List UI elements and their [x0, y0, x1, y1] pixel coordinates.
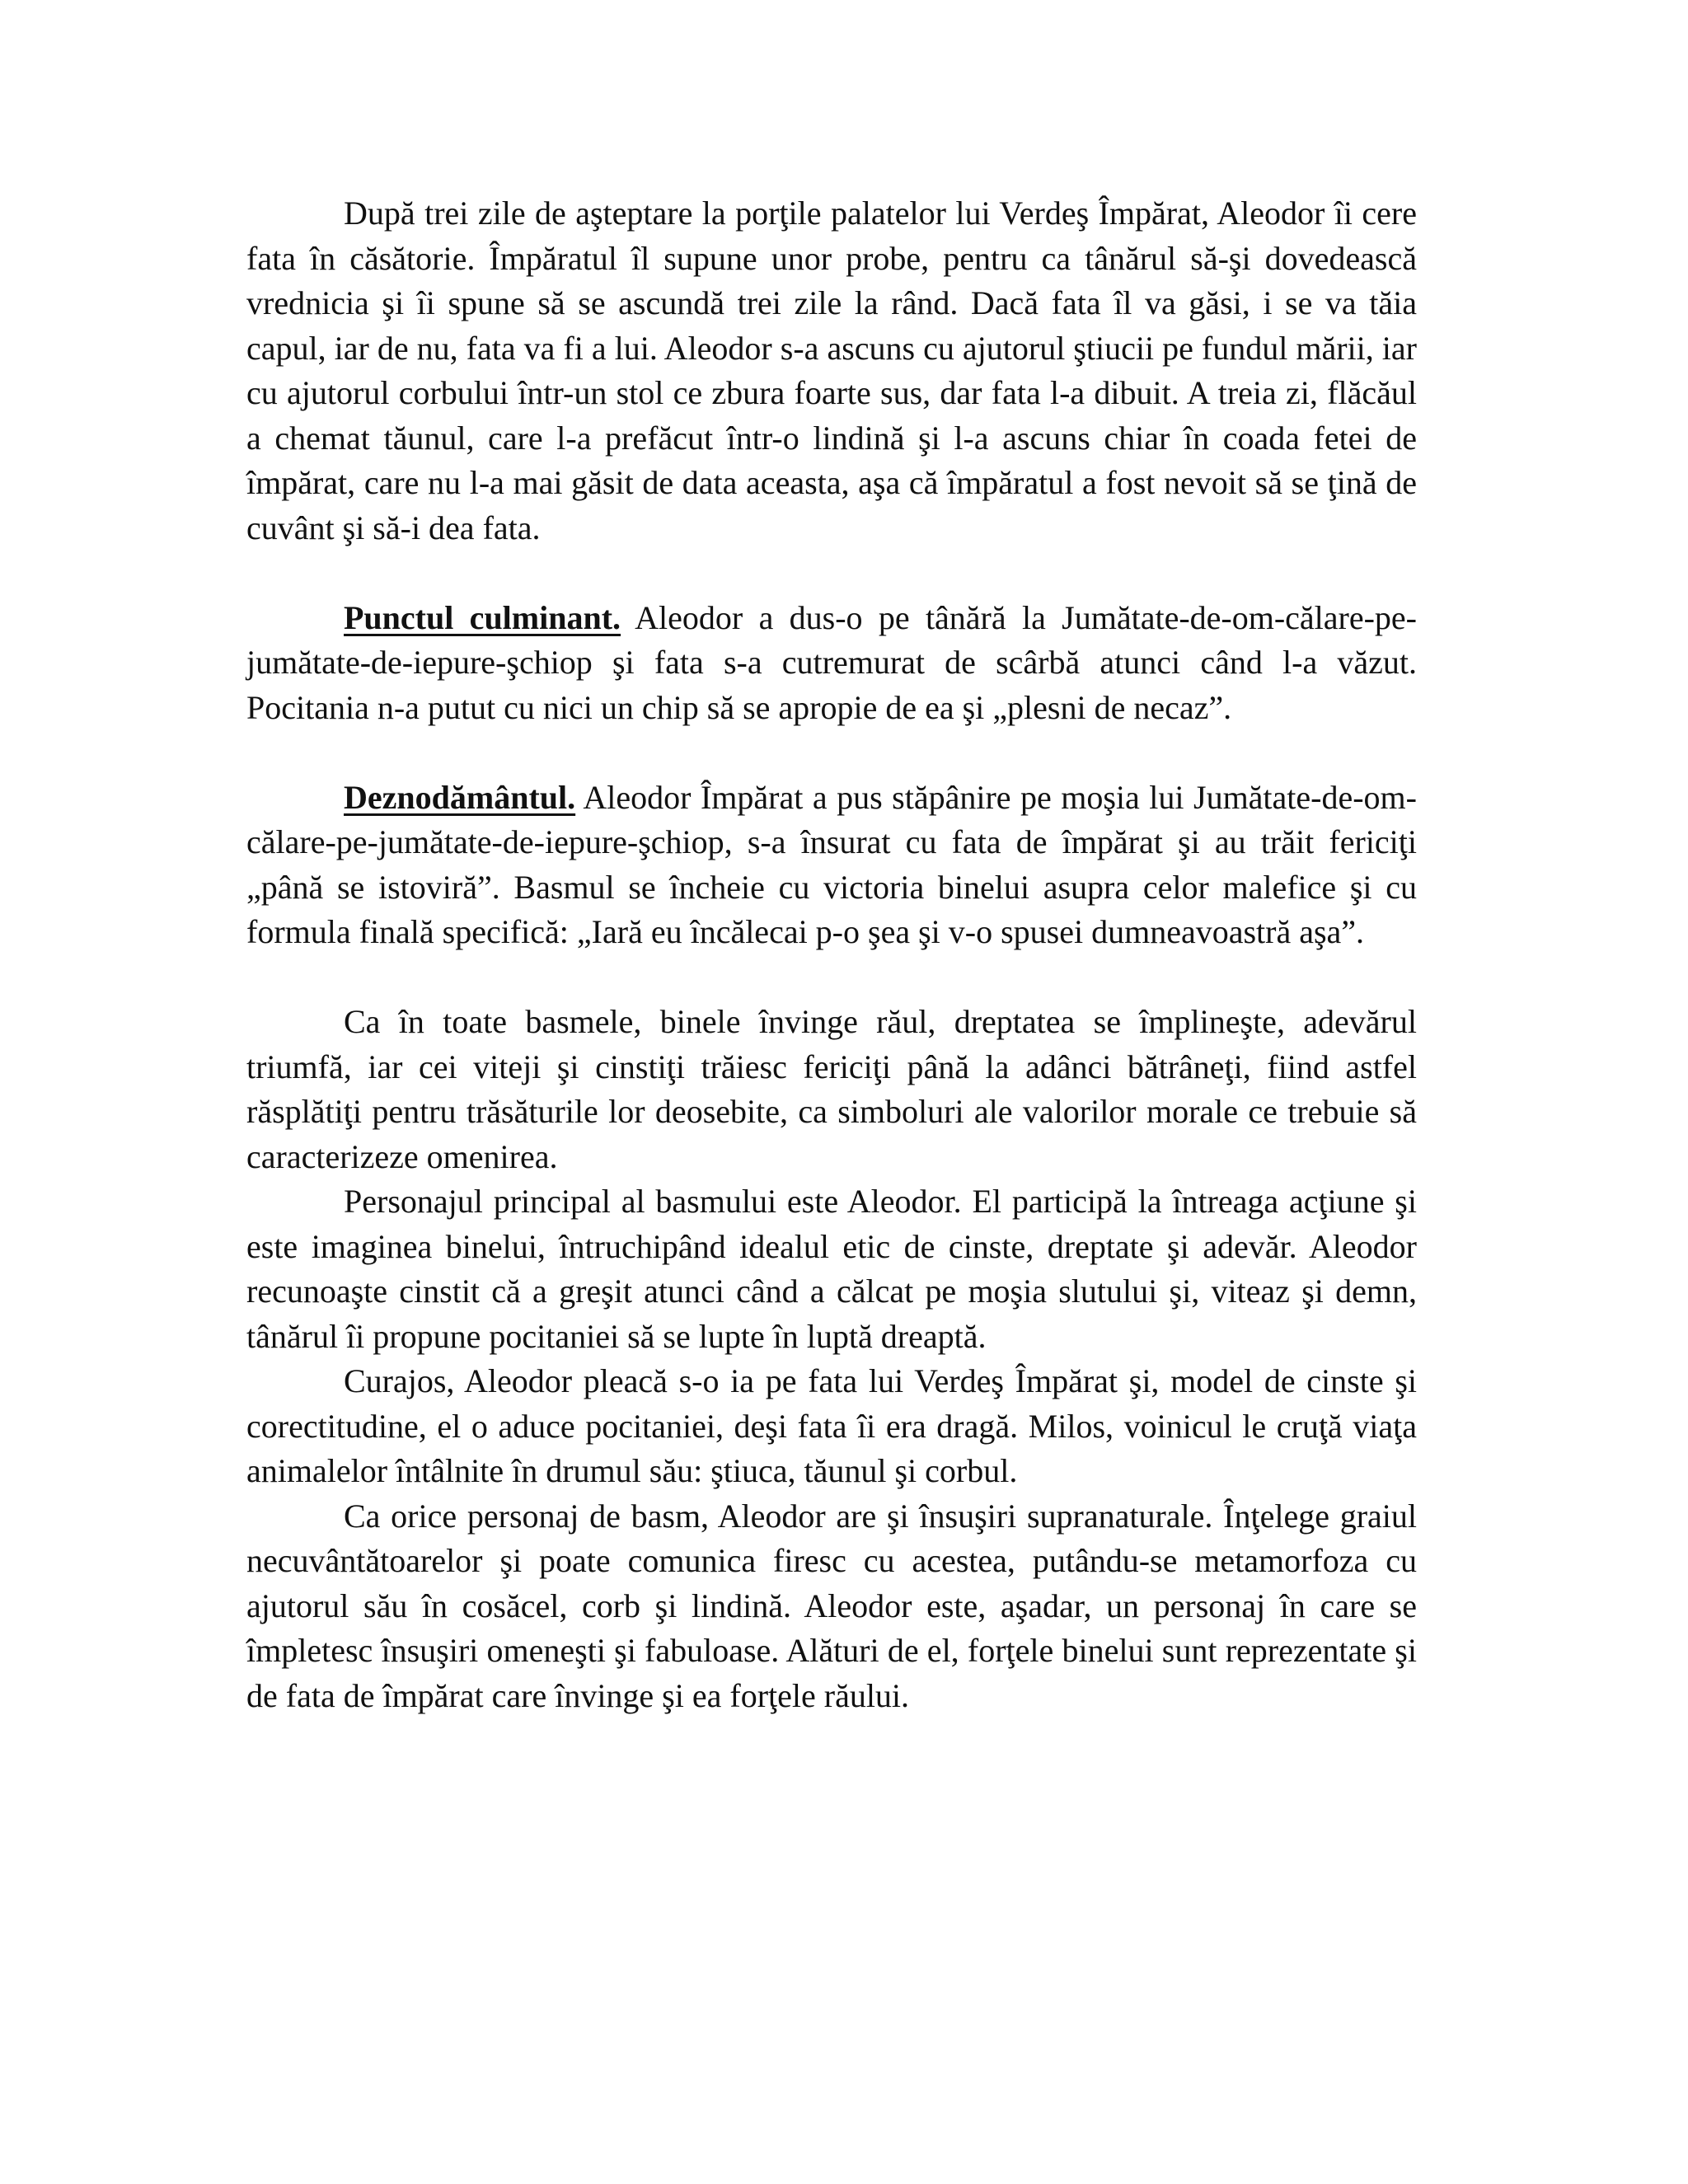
paragraph-supernatural: Ca orice personaj de basm, Aleodor are şi însuşiri supranaturale. Înţelege graiul necuvântătoarelor şi poate comunica firesc cu acestea, putându-se metamorfoza cu ajutorul său în cosăcel, corb şi lindină. Aleodor este, aşadar, un personaj în care se împletesc însuşiri omeneşti şi fabuloase. Alături de el, forţele binelui sunt reprezentate şi de fata de împărat care învinge şi ea forţele răului.	[246, 1497, 1417, 1714]
paragraph-courage: Curajos, Aleodor pleacă s-o ia pe fata lui Verdeş Împărat şi, model de cinste şi corectitudine, el o aduce pocitaniei, deşi fata îi era dragă. Milos, voinicul le cruţă viaţa animalelor întâlnite în drumul său: ştiuca, tăunul şi corbul.	[246, 1362, 1417, 1489]
paragraph-waiting-at-palace: După trei zile de aşteptare la porţile palatelor lui Verdeş Împărat, Aleodor îi cere fata în căsătorie. Împăratul îl supune unor probe, pentru ca tânărul să-şi dovedească vrednicia şi îi spune să se ascundă trei zile la rând. Dacă fata îl va găsi, i se va tăia capul, iar de nu, fata va fi a lui. Aleodor s-a ascuns cu ajutorul ştiucii pe fundul mării, iar cu ajutorul corbului într-un stol ce zbura foarte sus, dar fata l-a dibuit. A treia zi, flăcăul a chemat tăunul, care l-a prefăcut într-o lindină şi l-a ascuns chiar în coada fetei de împărat, care nu l-a mai găsit de data aceasta, aşa că împăratul a fost nevoit să se ţină de cuvânt şi să-i dea fata.	[246, 194, 1417, 546]
paragraph-moral: Ca în toate basmele, binele învinge răul, dreptatea se împlineşte, adevărul triumfă, iar cei viteji şi cinstiţi trăiesc fericiţi până la adânci bătrâneţi, fiind astfel răsplătiţi pentru trăsăturile lor deosebite, ca simboluri ale valorilor morale ce trebuie să caracterizeze omenirea.	[246, 1003, 1417, 1175]
paragraph-denouement-text: Aleodor Împărat a pus stăpânire pe moşia lui Jumătate-de-om-călare-pe-jumătate-de-iepure-şchiop, s-a însurat cu fata de împărat şi au trăit fericiţi „până se istoviră”. Basmul se încheie cu victoria binelui asupra celor malefice şi cu formula finală specifică: „Iară eu încălecai p-o şea şi v-o spusei dumneavoastră aşa”.	[246, 778, 1417, 950]
document-page	[246, 191, 1417, 1718]
paragraph-main-character: Personajul principal al basmului este Aleodor. El participă la întreaga acţiune şi este imaginea binelui, întruchipând idealul etic de cinste, dreptate şi adevăr. Aleodor recunoaşte cinstit că a greşit atunci când a călcat pe moşia slutului şi, viteaz şi demn, tânărul îi propune pocitaniei să se lupte în luptă dreaptă.	[246, 1183, 1417, 1355]
heading-denouement: Deznodământul.	[344, 778, 576, 816]
paragraph-denouement	[246, 776, 1417, 955]
heading-climax: Punctul culminant.	[344, 598, 621, 636]
paragraph-climax-text: Aleodor a dus-o pe tânără la Jumătate-de-om-călare-pe-jumătate-de-iepure-şchiop şi fata s-a cutremurat de scârbă atunci când l-a văzut. Pocitania n-a putut cu nici un chip să se apropie de ea şi „plesni de necaz”.	[246, 598, 1417, 726]
paragraph-climax	[246, 596, 1417, 731]
